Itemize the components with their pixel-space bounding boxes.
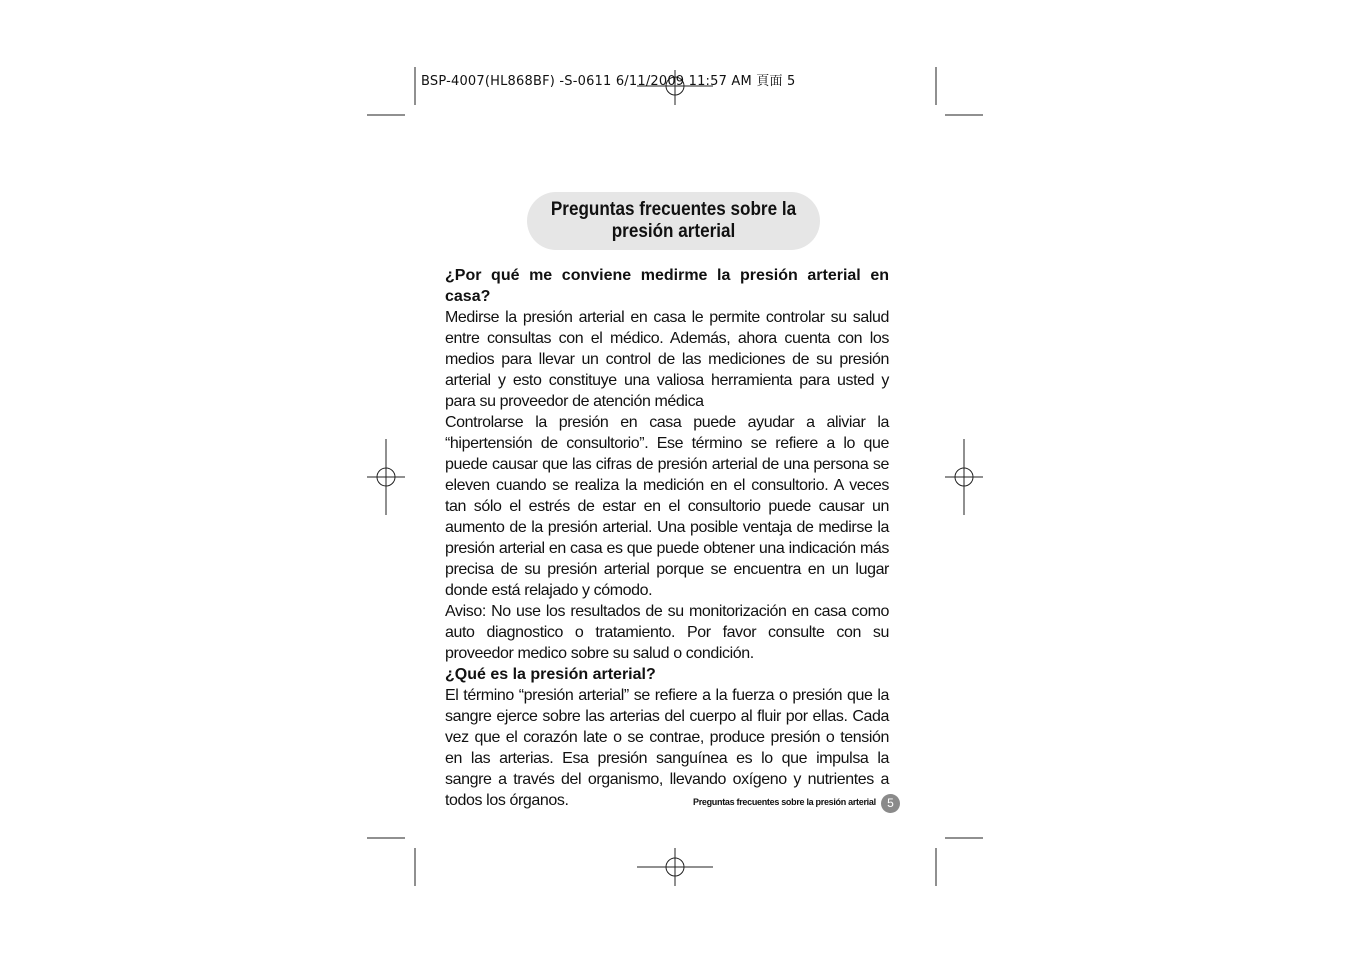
registration-target-right bbox=[945, 439, 983, 515]
printer-slug: BSP-4007(HL868BF) -S-0611 6/11/2009 11:57 AM 頁面 5 bbox=[421, 74, 796, 89]
page-number-badge: 5 bbox=[881, 794, 900, 813]
paragraph-definition: El término “presión arterial” se refiere a la fuerza o presión que la sangre ejerce sobre las arterias del cuerpo al fluir por ellas. Cada vez que el corazón late o se contrae, produce presión o tensión en las arterias. Esa presión sanguínea es lo que impulsa la sangre a través del organismo, llevando oxígeno y nutrientes a todos los órganos. bbox=[445, 687, 889, 809]
section-heading-why-measure: ¿Por qué me conviene medirme la presión arterial en casa? bbox=[445, 267, 889, 305]
page-title bbox=[542, 199, 806, 243]
section-heading-what-is: ¿Qué es la presión arterial? bbox=[445, 666, 656, 683]
running-footer: Preguntas frecuentes sobre la presión arterial bbox=[693, 797, 876, 807]
page-title-line2: presión arterial bbox=[611, 221, 736, 242]
page-title-banner bbox=[527, 192, 820, 250]
paragraph-notice: Aviso: No use los resultados de su monitorización en casa como auto diagnostico o tratamiento. Por favor consulte con su proveedor medico sobre su salud o condición. bbox=[445, 603, 889, 662]
paragraph-home-monitoring: Medirse la presión arterial en casa le permite controlar su salud entre consultas con el médico. Además, ahora cuenta con los medios para llevar un control de las mediciones de su presión arterial y esto constituye una valiosa herramienta para usted y para su proveedor de atención médica bbox=[445, 309, 889, 410]
registration-target-left bbox=[367, 439, 405, 515]
paragraph-white-coat: Controlarse la presión en casa puede ayudar a aliviar la “hipertensión de consultorio”. Ese término se refiere a lo que puede causar que las cifras de presión arterial de una persona se eleven cuando se realiza la medición en el consultorio. A veces tan sólo el estrés de estar en el consultorio puede causar un aumento de la presión arterial. Una posible ventaja de medirse la presión arterial en casa es que puede obtener una indicación más precisa de su presión arterial porque se encuentra en un lugar donde está relajado y cómodo. bbox=[445, 414, 889, 599]
registration-target-bottom bbox=[637, 848, 713, 886]
article-body bbox=[445, 265, 889, 811]
page-title-line1: Preguntas frecuentes sobre la bbox=[550, 199, 797, 220]
